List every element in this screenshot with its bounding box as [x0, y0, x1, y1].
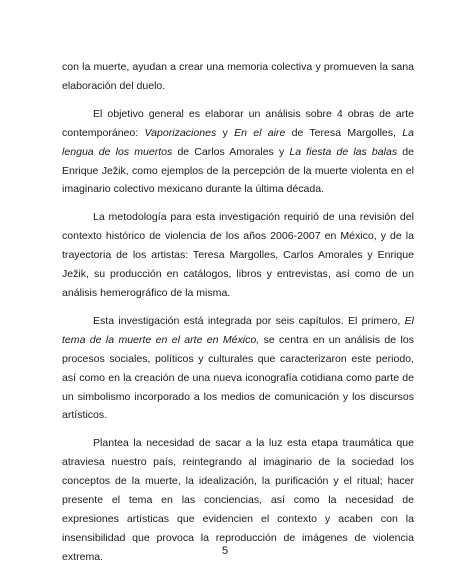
artwork-title: Vaporizaciones	[144, 126, 217, 139]
artwork-title: La fiesta de las balas	[289, 145, 398, 158]
paragraph-text: El objetivo general es elaborar un análisis sobre 4 obras de arte contemporáneo:	[62, 107, 414, 139]
paragraph-text: se centra en un análisis de los procesos sociales, políticos y culturales que caracterizaron este periodo, así como en la creación de una nueva iconografía cotidiana como parte de un simbolismo incorporado a los medios de comunicación y los discursos artísticos.	[62, 333, 414, 422]
paragraph-1	[62, 58, 414, 96]
paragraph-text: Plantea la necesidad de sacar a la luz esta etapa traumática que atraviesa nuestro país, reintegrando al imaginario de la sociedad los conceptos de la muerte, la idealización, la purificación y el ritual; hacer presente el tema en las conciencias, así como la necesidad de expresiones artísticas que evidencien el contexto y acaben con la insensibilidad que provoca la reproducción de imágenes de violencia extrema.	[62, 437, 414, 563]
paragraph-3	[62, 208, 414, 303]
paragraph-text: de Carlos Amorales y	[172, 145, 290, 158]
paragraph-4	[62, 312, 414, 425]
paragraph-text: La metodología para esta investigación requirió de una revisión del contexto histórico de violencia de los años 2006-2007 en México, y de la trayectoria de los artistas: Teresa Margolles, Carlos Amorales y Enrique Ježik, su producción en catálogos, libros y entrevistas, así como de un análisis hemerográfico de la misma.	[62, 211, 414, 299]
paragraph-text: y	[216, 126, 235, 139]
page-body	[62, 58, 414, 567]
paragraph-text: de Enrique Ježik, como ejemplos de la percepción de la muerte violenta en el imaginario colectivo mexicano durante la última década.	[62, 145, 414, 196]
paragraph-text: con la muerte, ayudan a crear una memoria colectiva y promueven la sana elaboración del duelo.	[62, 61, 414, 92]
artwork-title: La lengua de los muertos	[62, 126, 414, 158]
page-number: 5	[221, 545, 229, 557]
paragraph-2	[62, 105, 414, 200]
artwork-title: En el aire	[234, 126, 286, 139]
paragraph-text: de Teresa Margolles,	[285, 126, 403, 139]
chapter-title: El tema de la muerte en el arte en México,	[62, 314, 414, 346]
paragraph-text: Esta investigación está integrada por seis capítulos. El primero,	[93, 314, 405, 327]
